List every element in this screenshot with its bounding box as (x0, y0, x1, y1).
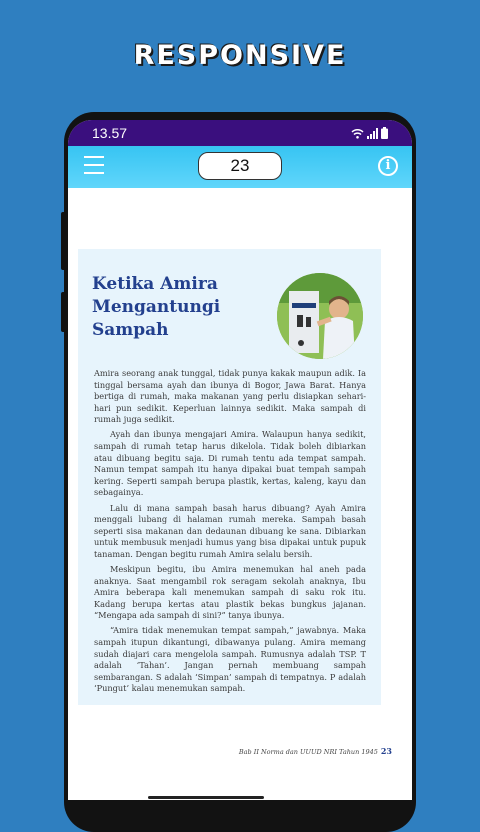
signal-icon (367, 128, 378, 139)
volume-button (61, 212, 66, 270)
article-body (94, 368, 366, 699)
paragraph: Meskipun begitu, ibu Amira menemukan hal aneh pada anaknya. Saat mengambil rok seragam sekolah anaknya, Ibu Amira beberapa kali menemukan sampah di saku rok itu. Kadang berupa kertas atau plastik bekas bungkus jajanan. “Mengapa ada sampah di sini?” tanya ibunya. (94, 564, 366, 621)
article-card (78, 249, 381, 705)
book-page (68, 188, 412, 800)
info-icon[interactable]: i (378, 156, 398, 176)
page-footer (239, 746, 392, 756)
status-time: 13.57 (92, 125, 128, 141)
paragraph: Lalu di mana sampah basah harus dibuang? Ayah Amira menggali lubang di halaman rumah mereka. Sampah basah seperti sisa makanan dan dedaunan dibuang ke sana. Dibiarkan untuk membusuk menjadi humus yang bisa dipakai untuk pupuk tanaman. Dengan begitu rumah Amira selalu bersih. (94, 502, 366, 559)
article-title: Ketika Amira Mengantungi Sampah (92, 274, 221, 340)
toolbar (68, 146, 412, 188)
wifi-icon (351, 128, 364, 139)
footer-chapter: Bab II Norma dan UUUD NRI Tahun 1945 (238, 748, 378, 756)
status-icons (351, 127, 388, 139)
hamburger-icon[interactable] (84, 156, 104, 176)
status-bar (68, 120, 412, 146)
article-photo (277, 273, 363, 359)
footer-page-number: 23 (380, 746, 392, 756)
power-button (61, 292, 66, 332)
page-number-field[interactable]: 23 (198, 152, 282, 180)
battery-icon (381, 127, 388, 139)
headline: RESPONSIVE (133, 40, 347, 71)
paragraph: “Amira tidak menemukan tempat sampah,” jawabnya. Maka sampah itupun dikantungi, dibawanya pulang. Amira memang sudah diajari cara mengelola sampah. Rumusnya adalah TSP. T adalah ‘Tahan’. Jangan pernah membuang sampah sembarangan. S adalah ‘Simpan’ sampah di tempatnya. P adalah ‘Pungut’ kalau menemukan sampah. (94, 625, 366, 694)
screen (68, 120, 412, 800)
paragraph: Amira seorang anak tunggal, tidak punya kakak maupun adik. Ia tinggal bersama ayah dan ibunya di Bogor, Jawa Barat. Hanya bertiga di rumah, maka makanan yang perlu disiapkan sehari-hari pun sedikit. Keperluan lainnya sedikit. Maka sampah di rumah juga sedikit. (94, 368, 366, 425)
paragraph: Ayah dan ibunya mengajari Amira. Walaupun hanya sedikit, sampah di rumah tetap harus dikelola. Tidak boleh dibiarkan atau dibuang begitu saja. Di rumah tentu ada tempat sampah. Namun tempat sampah itu hanya dipakai buat tempah sampah kering. Seperti sampah berupa plastik, kertas, kaleng, kayu dan sebagainya. (94, 429, 366, 498)
home-indicator[interactable] (148, 796, 264, 799)
